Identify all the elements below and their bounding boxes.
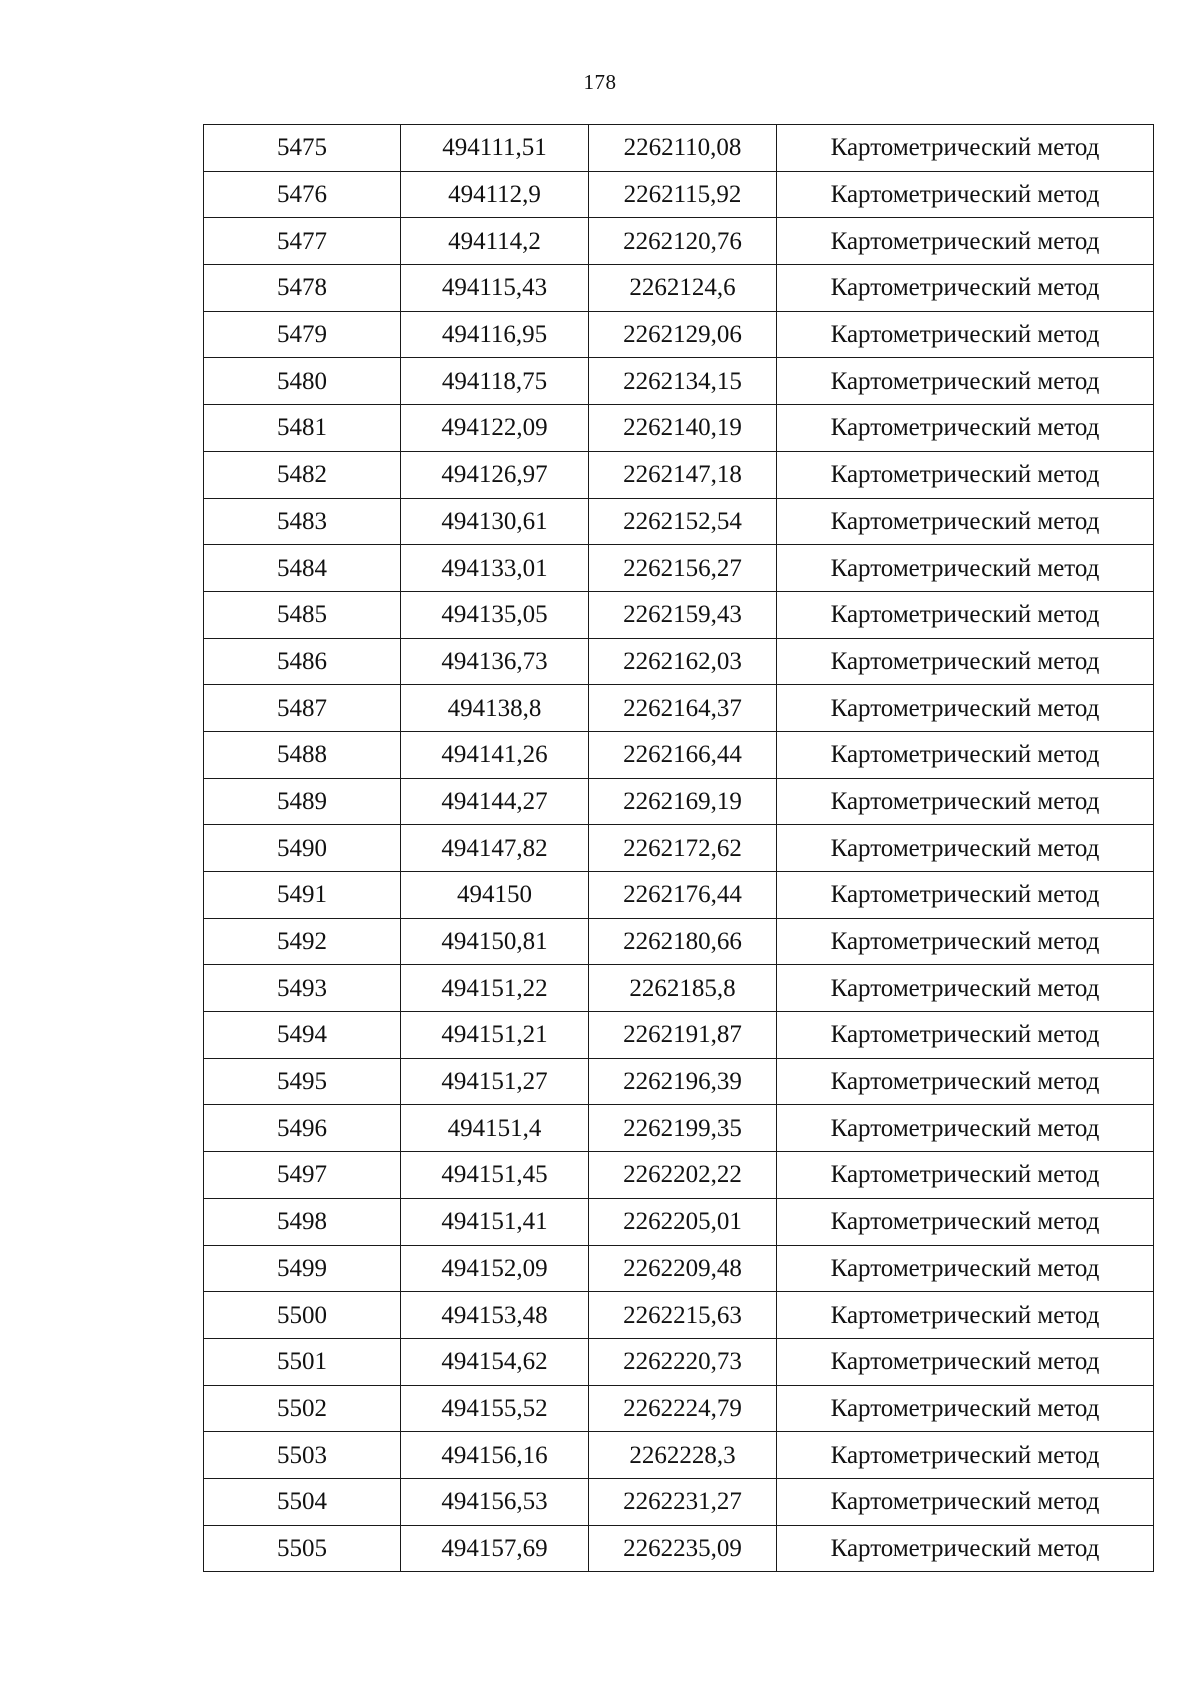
y-coordinate-cell: 2262134,15	[589, 358, 777, 405]
point-number-cell: 5477	[204, 218, 401, 265]
method-cell: Картометрический метод	[777, 918, 1154, 965]
x-coordinate-cell: 494154,62	[401, 1338, 589, 1385]
y-coordinate-cell: 2262176,44	[589, 872, 777, 919]
point-number-cell: 5481	[204, 405, 401, 452]
method-cell: Картометрический метод	[777, 1292, 1154, 1339]
x-coordinate-cell: 494122,09	[401, 405, 589, 452]
table-row	[204, 1152, 1154, 1199]
y-coordinate-cell: 2262172,62	[589, 825, 777, 872]
method-cell: Картометрический метод	[777, 778, 1154, 825]
y-coordinate-cell: 2262169,19	[589, 778, 777, 825]
x-coordinate-cell: 494111,51	[401, 125, 589, 172]
y-coordinate-cell: 2262180,66	[589, 918, 777, 965]
point-number-cell: 5500	[204, 1292, 401, 1339]
x-coordinate-cell: 494115,43	[401, 265, 589, 312]
table-row	[204, 1012, 1154, 1059]
method-cell: Картометрический метод	[777, 1338, 1154, 1385]
method-cell: Картометрический метод	[777, 125, 1154, 172]
x-coordinate-cell: 494138,8	[401, 685, 589, 732]
point-number-cell: 5502	[204, 1385, 401, 1432]
table-row	[204, 171, 1154, 218]
y-coordinate-cell: 2262140,19	[589, 405, 777, 452]
y-coordinate-cell: 2262185,8	[589, 965, 777, 1012]
table-row	[204, 965, 1154, 1012]
x-coordinate-cell: 494151,21	[401, 1012, 589, 1059]
x-coordinate-cell: 494135,05	[401, 591, 589, 638]
x-coordinate-cell: 494147,82	[401, 825, 589, 872]
x-coordinate-cell: 494151,22	[401, 965, 589, 1012]
y-coordinate-cell: 2262164,37	[589, 685, 777, 732]
point-number-cell: 5487	[204, 685, 401, 732]
y-coordinate-cell: 2262120,76	[589, 218, 777, 265]
y-coordinate-cell: 2262191,87	[589, 1012, 777, 1059]
x-coordinate-cell: 494114,2	[401, 218, 589, 265]
y-coordinate-cell: 2262231,27	[589, 1478, 777, 1525]
x-coordinate-cell: 494112,9	[401, 171, 589, 218]
table-row	[204, 311, 1154, 358]
x-coordinate-cell: 494136,73	[401, 638, 589, 685]
method-cell: Картометрический метод	[777, 1525, 1154, 1572]
method-cell: Картометрический метод	[777, 1478, 1154, 1525]
point-number-cell: 5493	[204, 965, 401, 1012]
y-coordinate-cell: 2262115,92	[589, 171, 777, 218]
point-number-cell: 5482	[204, 451, 401, 498]
method-cell: Картометрический метод	[777, 451, 1154, 498]
method-cell: Картометрический метод	[777, 171, 1154, 218]
method-cell: Картометрический метод	[777, 1385, 1154, 1432]
x-coordinate-cell: 494118,75	[401, 358, 589, 405]
table-row	[204, 545, 1154, 592]
method-cell: Картометрический метод	[777, 545, 1154, 592]
y-coordinate-cell: 2262152,54	[589, 498, 777, 545]
point-number-cell: 5491	[204, 872, 401, 919]
x-coordinate-cell: 494156,53	[401, 1478, 589, 1525]
method-cell: Картометрический метод	[777, 872, 1154, 919]
point-number-cell: 5501	[204, 1338, 401, 1385]
method-cell: Картометрический метод	[777, 1198, 1154, 1245]
table-row	[204, 125, 1154, 172]
x-coordinate-cell: 494151,27	[401, 1058, 589, 1105]
x-coordinate-cell: 494150	[401, 872, 589, 919]
table-row	[204, 685, 1154, 732]
point-number-cell: 5494	[204, 1012, 401, 1059]
method-cell: Картометрический метод	[777, 685, 1154, 732]
method-cell: Картометрический метод	[777, 218, 1154, 265]
table-row	[204, 358, 1154, 405]
method-cell: Картометрический метод	[777, 498, 1154, 545]
y-coordinate-cell: 2262220,73	[589, 1338, 777, 1385]
y-coordinate-cell: 2262235,09	[589, 1525, 777, 1572]
point-number-cell: 5490	[204, 825, 401, 872]
x-coordinate-cell: 494153,48	[401, 1292, 589, 1339]
table-row	[204, 778, 1154, 825]
coordinates-table-body	[204, 125, 1154, 1572]
table-row	[204, 825, 1154, 872]
point-number-cell: 5495	[204, 1058, 401, 1105]
method-cell: Картометрический метод	[777, 1012, 1154, 1059]
x-coordinate-cell: 494133,01	[401, 545, 589, 592]
x-coordinate-cell: 494130,61	[401, 498, 589, 545]
table-row	[204, 918, 1154, 965]
y-coordinate-cell: 2262215,63	[589, 1292, 777, 1339]
page-number: 178	[583, 70, 617, 94]
method-cell: Картометрический метод	[777, 591, 1154, 638]
table-row	[204, 1105, 1154, 1152]
y-coordinate-cell: 2262166,44	[589, 731, 777, 778]
table-row	[204, 1478, 1154, 1525]
point-number-cell: 5476	[204, 171, 401, 218]
x-coordinate-cell: 494156,16	[401, 1432, 589, 1479]
table-row	[204, 1058, 1154, 1105]
method-cell: Картометрический метод	[777, 731, 1154, 778]
table-row	[204, 591, 1154, 638]
y-coordinate-cell: 2262196,39	[589, 1058, 777, 1105]
point-number-cell: 5496	[204, 1105, 401, 1152]
x-coordinate-cell: 494144,27	[401, 778, 589, 825]
y-coordinate-cell: 2262228,3	[589, 1432, 777, 1479]
y-coordinate-cell: 2262202,22	[589, 1152, 777, 1199]
method-cell: Картометрический метод	[777, 405, 1154, 452]
table-row	[204, 1292, 1154, 1339]
table-row	[204, 638, 1154, 685]
method-cell: Картометрический метод	[777, 311, 1154, 358]
y-coordinate-cell: 2262224,79	[589, 1385, 777, 1432]
point-number-cell: 5485	[204, 591, 401, 638]
table-row	[204, 451, 1154, 498]
method-cell: Картометрический метод	[777, 1245, 1154, 1292]
point-number-cell: 5505	[204, 1525, 401, 1572]
y-coordinate-cell: 2262162,03	[589, 638, 777, 685]
point-number-cell: 5479	[204, 311, 401, 358]
x-coordinate-cell: 494116,95	[401, 311, 589, 358]
point-number-cell: 5478	[204, 265, 401, 312]
x-coordinate-cell: 494151,45	[401, 1152, 589, 1199]
y-coordinate-cell: 2262110,08	[589, 125, 777, 172]
table-row	[204, 1198, 1154, 1245]
method-cell: Картометрический метод	[777, 265, 1154, 312]
y-coordinate-cell: 2262205,01	[589, 1198, 777, 1245]
x-coordinate-cell: 494151,4	[401, 1105, 589, 1152]
coordinates-table	[203, 124, 1154, 1572]
point-number-cell: 5484	[204, 545, 401, 592]
x-coordinate-cell: 494157,69	[401, 1525, 589, 1572]
method-cell: Картометрический метод	[777, 825, 1154, 872]
point-number-cell: 5475	[204, 125, 401, 172]
y-coordinate-cell: 2262156,27	[589, 545, 777, 592]
table-row	[204, 1245, 1154, 1292]
point-number-cell: 5504	[204, 1478, 401, 1525]
x-coordinate-cell: 494151,41	[401, 1198, 589, 1245]
point-number-cell: 5483	[204, 498, 401, 545]
point-number-cell: 5499	[204, 1245, 401, 1292]
table-row	[204, 731, 1154, 778]
x-coordinate-cell: 494126,97	[401, 451, 589, 498]
point-number-cell: 5486	[204, 638, 401, 685]
x-coordinate-cell: 494141,26	[401, 731, 589, 778]
table-row	[204, 1525, 1154, 1572]
table-row	[204, 872, 1154, 919]
point-number-cell: 5489	[204, 778, 401, 825]
table-row	[204, 218, 1154, 265]
method-cell: Картометрический метод	[777, 965, 1154, 1012]
y-coordinate-cell: 2262199,35	[589, 1105, 777, 1152]
table-row	[204, 1338, 1154, 1385]
point-number-cell: 5480	[204, 358, 401, 405]
table-row	[204, 498, 1154, 545]
point-number-cell: 5488	[204, 731, 401, 778]
method-cell: Картометрический метод	[777, 638, 1154, 685]
x-coordinate-cell: 494155,52	[401, 1385, 589, 1432]
table-row	[204, 1432, 1154, 1479]
method-cell: Картометрический метод	[777, 1432, 1154, 1479]
method-cell: Картометрический метод	[777, 358, 1154, 405]
method-cell: Картометрический метод	[777, 1058, 1154, 1105]
x-coordinate-cell: 494150,81	[401, 918, 589, 965]
point-number-cell: 5503	[204, 1432, 401, 1479]
point-number-cell: 5498	[204, 1198, 401, 1245]
x-coordinate-cell: 494152,09	[401, 1245, 589, 1292]
y-coordinate-cell: 2262124,6	[589, 265, 777, 312]
table-row	[204, 1385, 1154, 1432]
method-cell: Картометрический метод	[777, 1152, 1154, 1199]
point-number-cell: 5497	[204, 1152, 401, 1199]
y-coordinate-cell: 2262209,48	[589, 1245, 777, 1292]
point-number-cell: 5492	[204, 918, 401, 965]
method-cell: Картометрический метод	[777, 1105, 1154, 1152]
y-coordinate-cell: 2262147,18	[589, 451, 777, 498]
table-row	[204, 405, 1154, 452]
table-row	[204, 265, 1154, 312]
y-coordinate-cell: 2262159,43	[589, 591, 777, 638]
y-coordinate-cell: 2262129,06	[589, 311, 777, 358]
